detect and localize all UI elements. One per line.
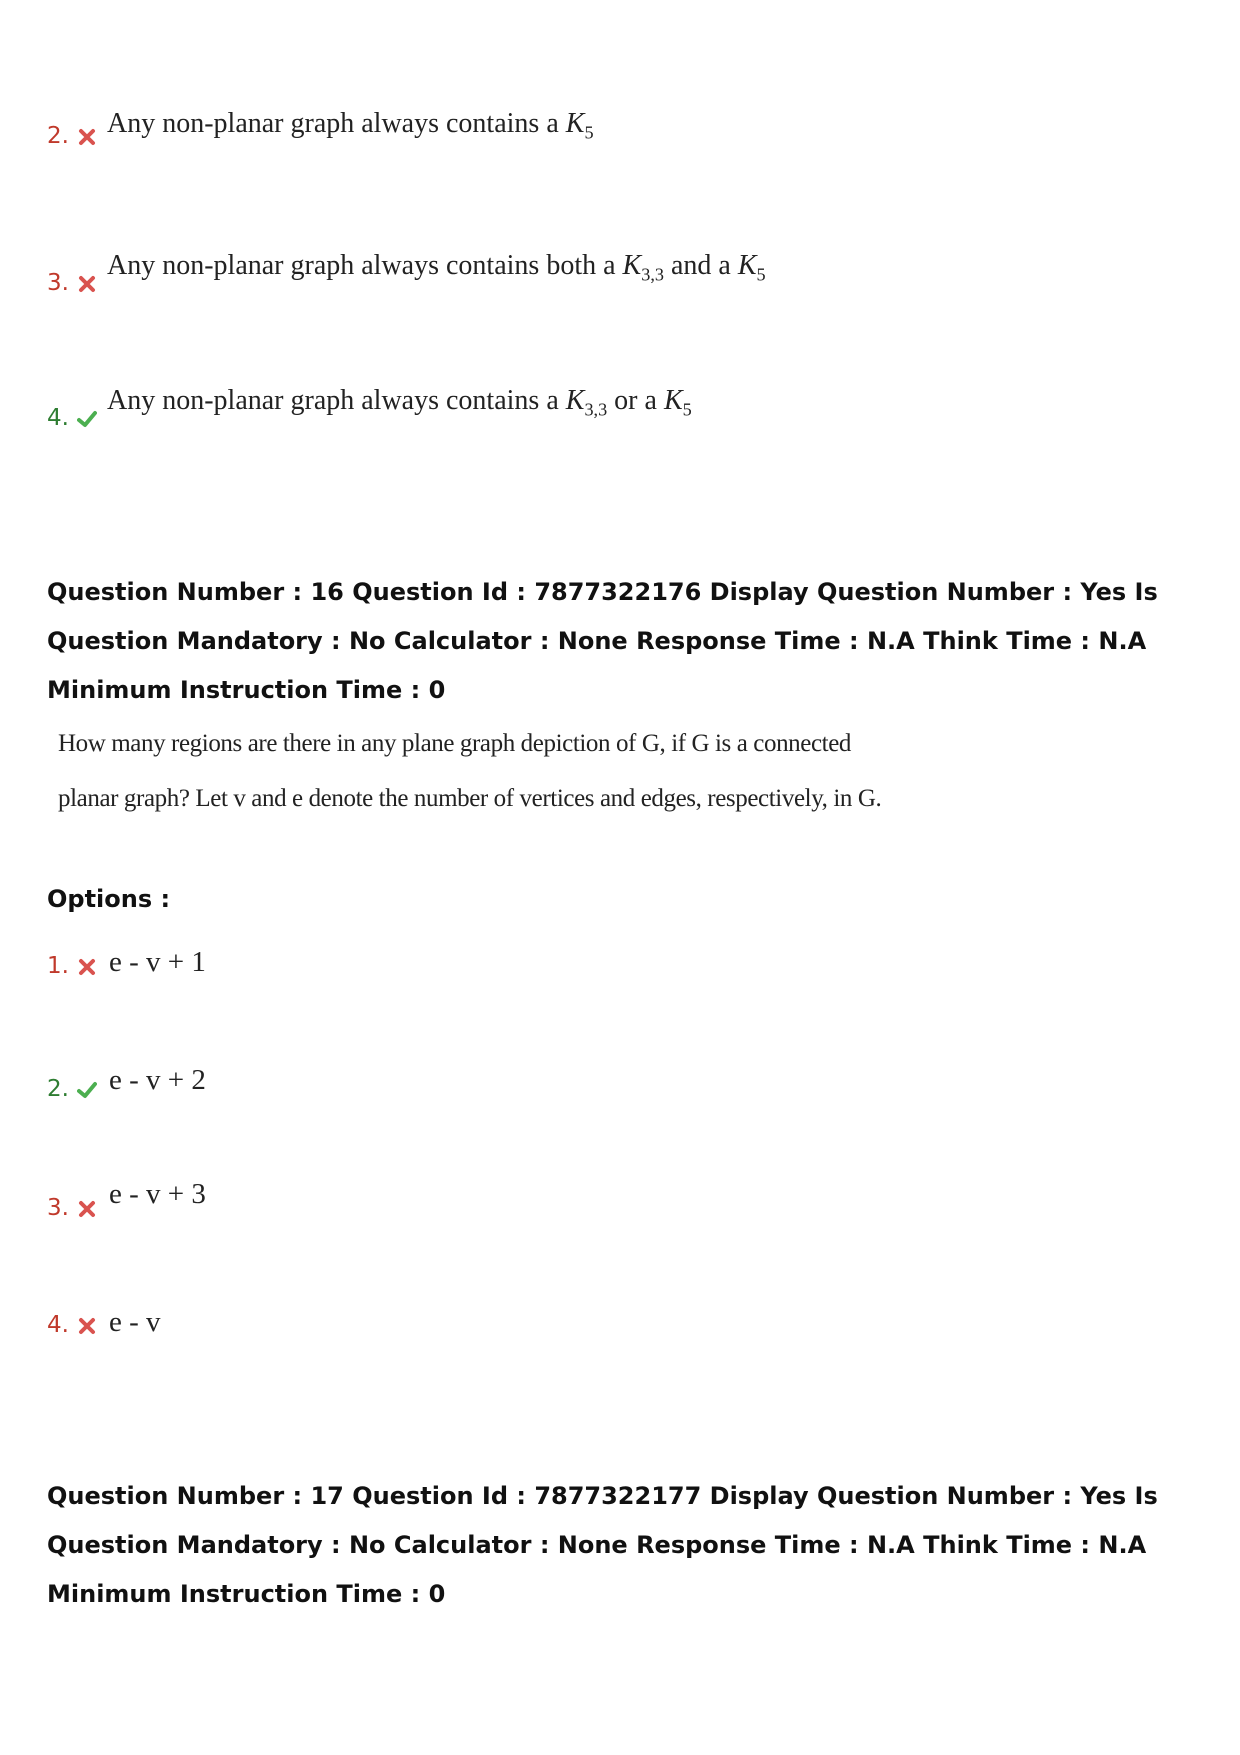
option-number: 3. <box>47 270 69 296</box>
q16-option-4-text: e - v <box>109 1306 161 1338</box>
prev-option-4-text: Any non-planar graph always contains a $K_{3,3}$ or a $K_5$ <box>107 385 692 420</box>
question-16-text-line1: How many regions are there in any plane graph depiction of G, if G is a connected <box>58 730 852 757</box>
q16-option-2 <box>47 1078 97 1101</box>
prev-option-3 <box>47 272 97 295</box>
option-number: 2. <box>47 1076 69 1102</box>
q16-option-2-text: e - v + 2 <box>109 1064 206 1096</box>
prev-option-3-text: Any non-planar graph always contains both a $K_{3,3}$ and a $K_5$ <box>107 250 766 285</box>
option-number: 3. <box>47 1195 69 1221</box>
option-number: 4. <box>47 1312 69 1338</box>
cross-icon <box>77 274 97 294</box>
q16-option-3-text: e - v + 3 <box>109 1178 206 1210</box>
cross-icon <box>77 957 97 977</box>
question-16-text-line2: planar graph? Let v and e denote the number of vertices and edges, respectively, in G. <box>58 785 882 812</box>
question-16-header: Question Number : 16 Question Id : 7877322176 Display Question Number : Yes Is Question Mandatory : No Calculator : None Response Time : N.A Think Time : N.A Minimum Instruction Time : 0 <box>47 578 1158 704</box>
options-label: Options : <box>47 885 171 913</box>
cross-icon <box>77 1199 97 1219</box>
prev-option-2-text: Any non-planar graph always contains a $K_5$ <box>107 108 594 143</box>
cross-icon <box>77 1316 97 1336</box>
option-number: 1. <box>47 953 69 979</box>
option-number: 4. <box>47 405 69 431</box>
cross-icon <box>77 127 97 147</box>
q16-option-1 <box>47 955 97 978</box>
check-icon <box>77 409 97 429</box>
option-number: 2. <box>47 123 69 149</box>
prev-option-2 <box>47 125 97 148</box>
q16-option-4 <box>47 1314 97 1337</box>
check-icon <box>77 1080 97 1100</box>
q16-option-3 <box>47 1197 97 1220</box>
question-17-header: Question Number : 17 Question Id : 7877322177 Display Question Number : Yes Is Question Mandatory : No Calculator : None Response Time : N.A Think Time : N.A Minimum Instruction Time : 0 <box>47 1482 1158 1608</box>
q16-option-1-text: e - v + 1 <box>109 946 206 978</box>
prev-option-4 <box>47 407 97 430</box>
